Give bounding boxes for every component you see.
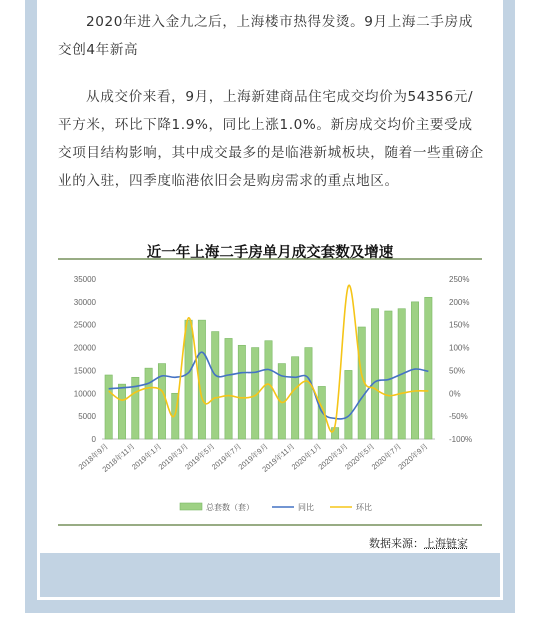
- data-source: [369, 535, 468, 551]
- legend-bar-swatch: [180, 503, 202, 510]
- bar: [425, 297, 432, 439]
- bar: [345, 370, 352, 439]
- bar: [225, 338, 232, 439]
- bar: [385, 311, 392, 439]
- y-left-tick-label: 0: [91, 435, 96, 444]
- bar: [185, 320, 192, 439]
- x-tick-label: 2019年1月: [129, 441, 164, 472]
- bar: [291, 357, 298, 439]
- legend-label-yoy: 同比: [298, 503, 314, 512]
- data-source-label: 数据来源：: [369, 537, 424, 550]
- y-right-tick-label: 200%: [449, 297, 470, 307]
- bar: [118, 384, 125, 439]
- y-left-tick-label: 35000: [73, 275, 96, 284]
- y-left-tick-label: 20000: [73, 343, 96, 353]
- y-right-tick-label: 250%: [449, 275, 470, 284]
- bar: [305, 348, 312, 439]
- bar: [212, 332, 219, 439]
- y-right-tick-label: 150%: [449, 320, 470, 330]
- y-right-tick-label: 50%: [449, 366, 466, 376]
- x-tick-label: 2019年9月: [236, 441, 270, 472]
- y-left-tick-label: 5000: [78, 412, 96, 422]
- x-tick-label: 2020年7月: [369, 441, 403, 472]
- bar: [105, 375, 112, 439]
- x-tick-label: 2020年1月: [289, 441, 324, 472]
- article-text: [40, 0, 500, 237]
- y-right-tick-label: -100%: [449, 435, 473, 444]
- paragraph-2: 从成交价来看，9月，上海新建商品住宅成交均价为54356元/平方米，环比下降1.9%，同比上涨1.0%。新房成交均价主要受成交项目结构影响，其中成交最多的是临港新城板块，随着一些重磅企业的入驻，四季度临港依旧会是购房需求的重点地区。: [58, 89, 484, 189]
- x-tick-label: 2019年3月: [156, 441, 190, 472]
- paragraph-1: 2020年进入金九之后，上海楼市热得发烫。9月上海二手房成交创4年新高: [58, 14, 473, 58]
- y-left-tick-label: 15000: [73, 366, 96, 376]
- chart-title: 近一年上海二手房单月成交套数及增速: [146, 244, 394, 261]
- data-source-value: 上海链家: [424, 537, 468, 550]
- y-left-tick-label: 25000: [73, 320, 96, 330]
- x-tick-label: 2020年3月: [316, 441, 350, 472]
- chart-image: [40, 237, 500, 553]
- x-tick-label: 2019年7月: [209, 441, 244, 472]
- x-tick-label: 2020年5月: [343, 441, 377, 472]
- legend-label-mom: 环比: [356, 503, 372, 512]
- x-tick-label: 2019年5月: [183, 441, 217, 472]
- bar: [158, 364, 165, 439]
- bar: [371, 309, 378, 439]
- bar: [265, 341, 272, 439]
- chart-svg: [40, 237, 500, 553]
- y-right-tick-label: 100%: [449, 343, 470, 353]
- y-right-tick-label: 0%: [449, 389, 461, 399]
- x-tick-label: 2020年9月: [396, 441, 430, 472]
- y-right-tick-label: -50%: [449, 412, 468, 422]
- x-tick-label: 2018年11月: [100, 441, 137, 474]
- y-left-tick-label: 10000: [73, 389, 96, 399]
- x-tick-label: 2019年11月: [260, 441, 297, 474]
- bar: [238, 345, 245, 439]
- y-left-tick-label: 30000: [73, 297, 96, 307]
- legend-label-total: 总套数（套）: [206, 503, 254, 512]
- bar: [145, 368, 152, 439]
- x-tick-label: 2018年9月: [76, 441, 110, 472]
- bar: [331, 428, 338, 439]
